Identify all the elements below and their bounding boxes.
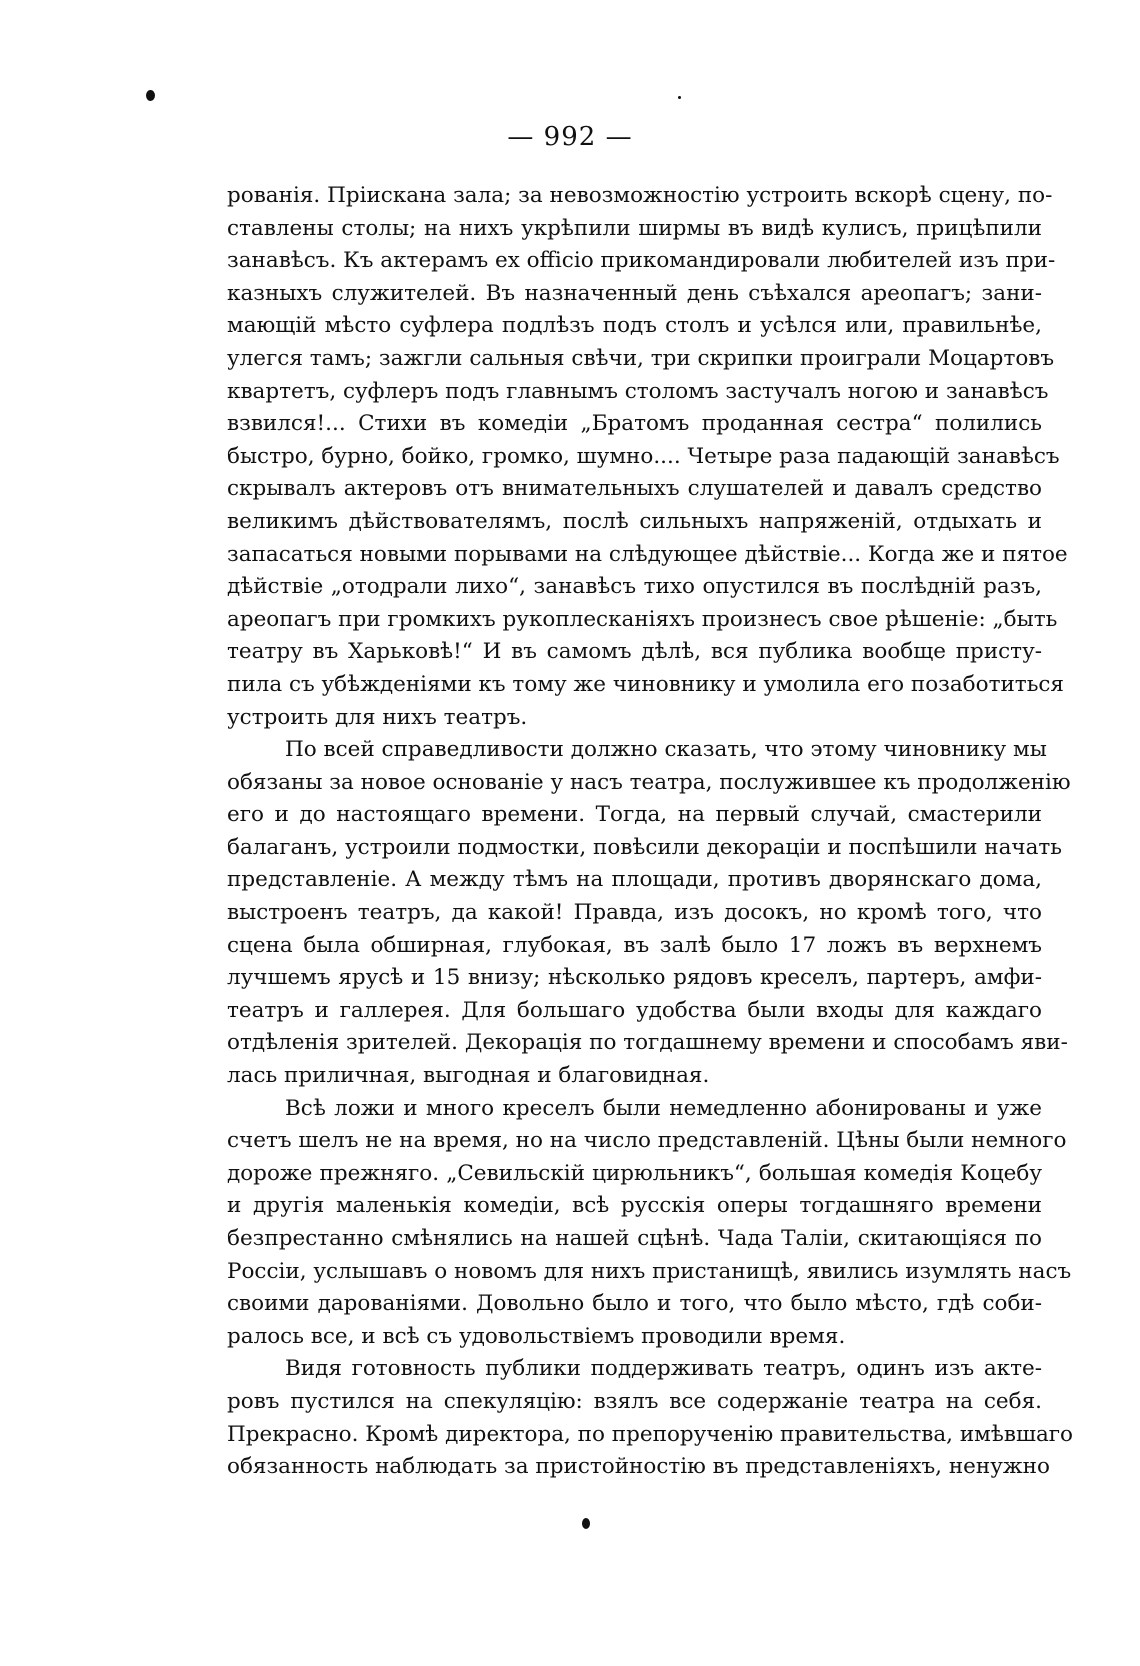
page-number: — 992 — (507, 122, 633, 152)
text-line: театру въ Харьковѣ!“ И въ самомъ дѣлѣ, вся публика вообще присту- (227, 639, 1042, 665)
text-line: его и до настоящаго времени. Тогда, на первый случай, смастерили (227, 802, 1042, 828)
text-line: лась приличная, выгодная и благовидная. (227, 1063, 710, 1089)
text-line: улегся тамъ; зажгли сальныя свѣчи, три скрипки проиграли Моцартовъ (227, 345, 1055, 371)
text-line: счетъ шелъ не на время, но на число представленій. Цѣны были немного (227, 1128, 1067, 1154)
text-line: По всей справедливости должно сказать, что этому чиновнику мы (285, 737, 1047, 763)
text-line: рованія. Пріискана зала; за невозможностію устроить вскорѣ сцену, по- (227, 183, 1053, 208)
text-line: дѣйствіе „отодрали лихо“, занавѣсъ тихо опустился въ послѣдній разъ, (227, 574, 1042, 600)
text-line: устроить для нихъ театръ. (227, 704, 528, 730)
text-line: дороже прежняго. „Севильскій цирюльникъ“, большая комедія Коцебу (227, 1160, 1042, 1186)
ink-speck-mark (582, 1518, 590, 1529)
text-line: Прекрасно. Кромѣ директора, по препорученію правительства, имѣвшаго (227, 1421, 1073, 1447)
ink-speck-mark (146, 90, 155, 101)
text-line: быстро, бурно, бойко, громко, шумно.... Четыре раза падающій занавѣсъ (227, 443, 1060, 469)
text-line: и другія маленькія комедіи, всѣ русскія оперы тогдашняго времени (227, 1193, 1042, 1219)
text-line: своими дарованіями. Довольно было и того, что было мѣсто, гдѣ соби- (227, 1291, 1042, 1317)
text-line: сцена была обширная, глубокая, въ залѣ было 17 ложъ въ верхнемъ (227, 932, 1042, 958)
text-line: запасаться новыми порывами на слѣдующее дѣйствіе... Когда же и пятое (227, 541, 1068, 567)
text-line: театръ и галлерея. Для большаго удобства были входы для каждаго (227, 997, 1042, 1023)
text-line: взвился!... Стихи въ комедіи „Братомъ проданная сестра“ полились (227, 411, 1042, 437)
text-line: лучшемъ ярусѣ и 15 внизу; нѣсколько рядовъ креселъ, партеръ, амфи- (227, 965, 1042, 991)
text-line: ареопагъ при громкихъ рукоплесканіяхъ произнесъ свое рѣшеніе: „быть (227, 606, 1058, 632)
text-line: великимъ дѣйствователямъ, послѣ сильныхъ напряженій, отдыхать и (227, 508, 1042, 534)
text-line: балаганъ, устроили подмостки, повѣсили декораціи и поспѣшили начать (227, 834, 1063, 860)
body-text (227, 180, 1073, 1484)
text-line: обязанность наблюдать за пристойностію въ представленіяхъ, ненужно (227, 1454, 1050, 1480)
ink-speck-mark (678, 96, 681, 99)
text-line: казныхъ служителей. Въ назначенный день съѣхался ареопагъ; зани- (227, 280, 1042, 306)
text-line: отдѣленія зрителей. Декорація по тогдашнему времени и способамъ яви- (227, 1030, 1068, 1056)
text-line: скрывалъ актеровъ отъ внимательныхъ слушателей и давалъ средство (227, 476, 1042, 502)
text-line: мающій мѣсто суфлера подлѣзъ подъ столъ и усѣлся или, правильнѣе, (227, 313, 1042, 339)
text-line: ралось все, и всѣ съ удовольствіемъ проводили время. (227, 1323, 846, 1349)
text-line: занавѣсъ. Къ актерамъ ex officio прикомандировали любителей изъ при- (227, 248, 1056, 274)
text-line: представленіе. А между тѣмъ на площади, противъ дворянскаго дома, (227, 867, 1042, 893)
text-line: Видя готовность публики поддерживать театръ, одинъ изъ акте- (285, 1356, 1042, 1382)
text-line: ровъ пустился на спекуляцію: взялъ все содержаніе театра на себя. (227, 1388, 1042, 1414)
text-line: Россіи, услышавъ о новомъ для нихъ пристанищѣ, явились изумлять насъ (227, 1258, 1072, 1284)
text-line: выстроенъ театръ, да какой! Правда, изъ досокъ, но кромѣ того, что (227, 900, 1042, 926)
text-line: безпрестанно смѣнялись на нашей сцѣнѣ. Чада Таліи, скитающіяся по (227, 1226, 1042, 1251)
text-line: квартетъ, суфлеръ подъ главнымъ столомъ застучалъ ногою и занавѣсъ (227, 378, 1049, 404)
text-line: пила съ убѣжденіями къ тому же чиновнику и умолила его позаботиться (227, 671, 1064, 697)
text-line: обязаны за новое основаніе у насъ театра, послужившее къ продолженію (227, 769, 1071, 795)
text-line: ставлены столы; на нихъ укрѣпили ширмы въ видѣ кулисъ, прицѣпили (227, 215, 1042, 241)
text-line: Всѣ ложи и много креселъ были немедленно абонированы и уже (285, 1095, 1042, 1121)
